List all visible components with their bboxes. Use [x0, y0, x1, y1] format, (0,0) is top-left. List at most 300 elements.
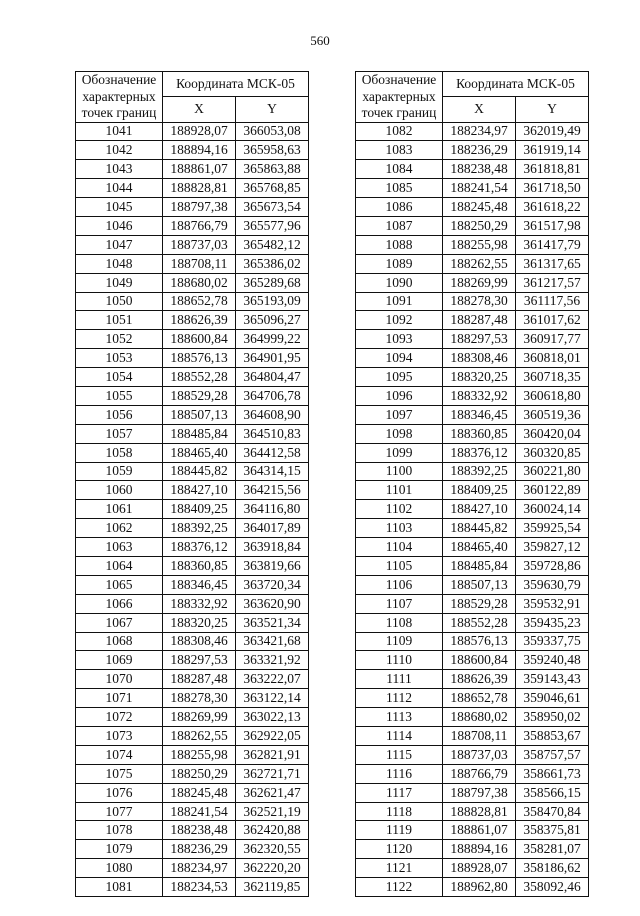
- point-number-cell: 1048: [76, 254, 163, 273]
- x-coordinate-cell: 188427,10: [163, 481, 236, 500]
- point-number-cell: 1060: [76, 481, 163, 500]
- x-coordinate-cell: 188287,48: [163, 670, 236, 689]
- table-row: [76, 859, 309, 878]
- point-number-cell: 1043: [76, 160, 163, 179]
- point-number-cell: 1102: [356, 500, 443, 519]
- header-x: X: [443, 97, 516, 122]
- y-coordinate-cell: 358281,07: [516, 840, 589, 859]
- point-number-cell: 1071: [76, 689, 163, 708]
- x-coordinate-cell: 188255,98: [443, 235, 516, 254]
- y-coordinate-cell: 362521,19: [236, 802, 309, 821]
- point-number-cell: 1096: [356, 386, 443, 405]
- y-coordinate-cell: 360618,80: [516, 386, 589, 405]
- x-coordinate-cell: 188485,84: [443, 556, 516, 575]
- x-coordinate-cell: 188360,85: [163, 556, 236, 575]
- point-number-cell: 1087: [356, 216, 443, 235]
- point-number-cell: 1082: [356, 122, 443, 141]
- table-row: [356, 141, 589, 160]
- coordinates-table-right: [355, 71, 589, 897]
- point-number-cell: 1121: [356, 859, 443, 878]
- point-number-cell: 1092: [356, 311, 443, 330]
- y-coordinate-cell: 365863,88: [236, 160, 309, 179]
- x-coordinate-cell: 188332,92: [443, 386, 516, 405]
- point-number-cell: 1100: [356, 462, 443, 481]
- y-coordinate-cell: 365768,85: [236, 179, 309, 198]
- point-number-cell: 1059: [76, 462, 163, 481]
- x-coordinate-cell: 188465,40: [443, 538, 516, 557]
- x-coordinate-cell: 188245,48: [163, 783, 236, 802]
- header-y: Y: [236, 97, 309, 122]
- table-row: [356, 273, 589, 292]
- table-row: [356, 500, 589, 519]
- x-coordinate-cell: 188600,84: [443, 651, 516, 670]
- point-number-cell: 1113: [356, 708, 443, 727]
- table-row: [356, 424, 589, 443]
- table-row: [356, 764, 589, 783]
- point-number-cell: 1106: [356, 575, 443, 594]
- table-row: [76, 330, 309, 349]
- y-coordinate-cell: 365577,96: [236, 216, 309, 235]
- y-coordinate-cell: 360122,89: [516, 481, 589, 500]
- point-number-cell: 1105: [356, 556, 443, 575]
- x-coordinate-cell: 188797,38: [443, 783, 516, 802]
- x-coordinate-cell: 188234,97: [443, 122, 516, 141]
- header-point-label: Обозначение характерных точек границ: [356, 72, 443, 123]
- x-coordinate-cell: 188680,02: [163, 273, 236, 292]
- table-row: [76, 273, 309, 292]
- x-coordinate-cell: 188708,11: [163, 254, 236, 273]
- x-coordinate-cell: 188297,53: [163, 651, 236, 670]
- table-row: [76, 122, 309, 141]
- y-coordinate-cell: 359728,86: [516, 556, 589, 575]
- table-row: [76, 708, 309, 727]
- x-coordinate-cell: 188576,13: [443, 632, 516, 651]
- table-row: [356, 254, 589, 273]
- table-row: [356, 519, 589, 538]
- table-row: [76, 179, 309, 198]
- y-coordinate-cell: 366053,08: [236, 122, 309, 141]
- table-row: [76, 141, 309, 160]
- point-number-cell: 1066: [76, 594, 163, 613]
- x-coordinate-cell: 188427,10: [443, 500, 516, 519]
- y-coordinate-cell: 361017,62: [516, 311, 589, 330]
- point-number-cell: 1073: [76, 727, 163, 746]
- table-row: [356, 235, 589, 254]
- x-coordinate-cell: 188445,82: [163, 462, 236, 481]
- table-row: [356, 708, 589, 727]
- point-number-cell: 1104: [356, 538, 443, 557]
- point-number-cell: 1042: [76, 141, 163, 160]
- point-number-cell: 1058: [76, 443, 163, 462]
- y-coordinate-cell: 360221,80: [516, 462, 589, 481]
- point-number-cell: 1047: [76, 235, 163, 254]
- point-number-cell: 1050: [76, 292, 163, 311]
- x-coordinate-cell: 188308,46: [443, 349, 516, 368]
- point-number-cell: 1045: [76, 198, 163, 217]
- table-row: [356, 462, 589, 481]
- point-number-cell: 1112: [356, 689, 443, 708]
- y-coordinate-cell: 362821,91: [236, 745, 309, 764]
- point-number-cell: 1109: [356, 632, 443, 651]
- point-number-cell: 1095: [356, 368, 443, 387]
- y-coordinate-cell: 358950,02: [516, 708, 589, 727]
- point-number-cell: 1090: [356, 273, 443, 292]
- y-coordinate-cell: 361718,50: [516, 179, 589, 198]
- x-coordinate-cell: 188278,30: [163, 689, 236, 708]
- x-coordinate-cell: 188346,45: [443, 405, 516, 424]
- table-row: [76, 783, 309, 802]
- table-row: [76, 216, 309, 235]
- table-row: [356, 821, 589, 840]
- table-row: [356, 311, 589, 330]
- table-row: [356, 594, 589, 613]
- table-row: [356, 613, 589, 632]
- y-coordinate-cell: 365386,02: [236, 254, 309, 273]
- y-coordinate-cell: 365958,63: [236, 141, 309, 160]
- table-row: [76, 764, 309, 783]
- table-row: [76, 821, 309, 840]
- point-number-cell: 1077: [76, 802, 163, 821]
- x-coordinate-cell: 188236,29: [163, 840, 236, 859]
- y-coordinate-cell: 363620,90: [236, 594, 309, 613]
- y-coordinate-cell: 360718,35: [516, 368, 589, 387]
- table-row: [76, 368, 309, 387]
- point-number-cell: 1041: [76, 122, 163, 141]
- x-coordinate-cell: 188250,29: [443, 216, 516, 235]
- table-row: [356, 160, 589, 179]
- table-row: [76, 689, 309, 708]
- table-row: [356, 859, 589, 878]
- point-number-cell: 1114: [356, 727, 443, 746]
- table-row: [76, 500, 309, 519]
- x-coordinate-cell: 188766,79: [163, 216, 236, 235]
- x-coordinate-cell: 188576,13: [163, 349, 236, 368]
- y-coordinate-cell: 359925,54: [516, 519, 589, 538]
- table-row: [356, 179, 589, 198]
- x-coordinate-cell: 188234,97: [163, 859, 236, 878]
- y-coordinate-cell: 361517,98: [516, 216, 589, 235]
- x-coordinate-cell: 188262,55: [163, 727, 236, 746]
- x-coordinate-cell: 188652,78: [163, 292, 236, 311]
- x-coordinate-cell: 188861,07: [163, 160, 236, 179]
- x-coordinate-cell: 188465,40: [163, 443, 236, 462]
- y-coordinate-cell: 364706,78: [236, 386, 309, 405]
- y-coordinate-cell: 359240,48: [516, 651, 589, 670]
- y-coordinate-cell: 362119,85: [236, 878, 309, 897]
- y-coordinate-cell: 360519,36: [516, 405, 589, 424]
- point-number-cell: 1052: [76, 330, 163, 349]
- point-number-cell: 1086: [356, 198, 443, 217]
- point-number-cell: 1115: [356, 745, 443, 764]
- table-row: [76, 160, 309, 179]
- x-coordinate-cell: 188894,16: [163, 141, 236, 160]
- y-coordinate-cell: 359532,91: [516, 594, 589, 613]
- x-coordinate-cell: 188552,28: [443, 613, 516, 632]
- point-number-cell: 1044: [76, 179, 163, 198]
- table-row: [356, 575, 589, 594]
- x-coordinate-cell: 188392,25: [443, 462, 516, 481]
- y-coordinate-cell: 364510,83: [236, 424, 309, 443]
- table-row: [356, 349, 589, 368]
- x-coordinate-cell: 188297,53: [443, 330, 516, 349]
- x-coordinate-cell: 188320,25: [163, 613, 236, 632]
- table-row: [356, 689, 589, 708]
- y-coordinate-cell: 362922,05: [236, 727, 309, 746]
- header-coordinate-label: Координата МСК-05: [443, 72, 589, 97]
- table-row: [76, 632, 309, 651]
- y-coordinate-cell: 359337,75: [516, 632, 589, 651]
- y-coordinate-cell: 362721,71: [236, 764, 309, 783]
- y-coordinate-cell: 361317,65: [516, 254, 589, 273]
- header-y: Y: [516, 97, 589, 122]
- x-coordinate-cell: 188241,54: [443, 179, 516, 198]
- x-coordinate-cell: 188626,39: [163, 311, 236, 330]
- table-row: [356, 538, 589, 557]
- x-coordinate-cell: 188269,99: [163, 708, 236, 727]
- point-number-cell: 1070: [76, 670, 163, 689]
- x-coordinate-cell: 188236,29: [443, 141, 516, 160]
- y-coordinate-cell: 359143,43: [516, 670, 589, 689]
- y-coordinate-cell: 359630,79: [516, 575, 589, 594]
- point-number-cell: 1101: [356, 481, 443, 500]
- table-row: [356, 330, 589, 349]
- point-number-cell: 1067: [76, 613, 163, 632]
- point-number-cell: 1107: [356, 594, 443, 613]
- table-row: [356, 632, 589, 651]
- x-coordinate-cell: 188376,12: [163, 538, 236, 557]
- x-coordinate-cell: 188507,13: [443, 575, 516, 594]
- point-number-cell: 1063: [76, 538, 163, 557]
- table-row: [76, 538, 309, 557]
- table-row: [76, 481, 309, 500]
- table-row: [76, 802, 309, 821]
- y-coordinate-cell: 363022,13: [236, 708, 309, 727]
- y-coordinate-cell: 361618,22: [516, 198, 589, 217]
- header-x: X: [163, 97, 236, 122]
- x-coordinate-cell: 188680,02: [443, 708, 516, 727]
- table-row: [356, 198, 589, 217]
- table-row: [356, 405, 589, 424]
- table-row: [76, 405, 309, 424]
- table-row: [76, 745, 309, 764]
- point-number-cell: 1111: [356, 670, 443, 689]
- x-coordinate-cell: 188894,16: [443, 840, 516, 859]
- y-coordinate-cell: 365096,27: [236, 311, 309, 330]
- y-coordinate-cell: 362420,88: [236, 821, 309, 840]
- y-coordinate-cell: 361818,81: [516, 160, 589, 179]
- point-number-cell: 1054: [76, 368, 163, 387]
- y-coordinate-cell: 360818,01: [516, 349, 589, 368]
- table-row: [76, 386, 309, 405]
- x-coordinate-cell: 188861,07: [443, 821, 516, 840]
- point-number-cell: 1062: [76, 519, 163, 538]
- x-coordinate-cell: 188320,25: [443, 368, 516, 387]
- point-number-cell: 1083: [356, 141, 443, 160]
- x-coordinate-cell: 188346,45: [163, 575, 236, 594]
- point-number-cell: 1093: [356, 330, 443, 349]
- table-row: [76, 878, 309, 897]
- x-coordinate-cell: 188255,98: [163, 745, 236, 764]
- x-coordinate-cell: 188376,12: [443, 443, 516, 462]
- table-row: [356, 386, 589, 405]
- point-number-cell: 1079: [76, 840, 163, 859]
- table-row: [356, 651, 589, 670]
- y-coordinate-cell: 359435,23: [516, 613, 589, 632]
- table-row: [76, 235, 309, 254]
- table-row: [76, 613, 309, 632]
- y-coordinate-cell: 364314,15: [236, 462, 309, 481]
- table-row: [76, 424, 309, 443]
- x-coordinate-cell: 188238,48: [163, 821, 236, 840]
- x-coordinate-cell: 188529,28: [163, 386, 236, 405]
- x-coordinate-cell: 188652,78: [443, 689, 516, 708]
- y-coordinate-cell: 364116,80: [236, 500, 309, 519]
- y-coordinate-cell: 358470,84: [516, 802, 589, 821]
- x-coordinate-cell: 188308,46: [163, 632, 236, 651]
- x-coordinate-cell: 188828,81: [163, 179, 236, 198]
- table-row: [356, 727, 589, 746]
- table-row: [76, 462, 309, 481]
- x-coordinate-cell: 188360,85: [443, 424, 516, 443]
- y-coordinate-cell: 361217,57: [516, 273, 589, 292]
- y-coordinate-cell: 363720,34: [236, 575, 309, 594]
- point-number-cell: 1076: [76, 783, 163, 802]
- x-coordinate-cell: 188234,53: [163, 878, 236, 897]
- point-number-cell: 1053: [76, 349, 163, 368]
- x-coordinate-cell: 188245,48: [443, 198, 516, 217]
- y-coordinate-cell: 363918,84: [236, 538, 309, 557]
- y-coordinate-cell: 360320,85: [516, 443, 589, 462]
- table-row: [356, 783, 589, 802]
- point-number-cell: 1061: [76, 500, 163, 519]
- point-number-cell: 1055: [76, 386, 163, 405]
- point-number-cell: 1078: [76, 821, 163, 840]
- table-row: [356, 216, 589, 235]
- point-number-cell: 1081: [76, 878, 163, 897]
- y-coordinate-cell: 359827,12: [516, 538, 589, 557]
- x-coordinate-cell: 188332,92: [163, 594, 236, 613]
- point-number-cell: 1056: [76, 405, 163, 424]
- y-coordinate-cell: 363122,14: [236, 689, 309, 708]
- y-coordinate-cell: 364608,90: [236, 405, 309, 424]
- point-number-cell: 1119: [356, 821, 443, 840]
- point-number-cell: 1091: [356, 292, 443, 311]
- x-coordinate-cell: 188737,03: [163, 235, 236, 254]
- table-row: [76, 349, 309, 368]
- x-coordinate-cell: 188278,30: [443, 292, 516, 311]
- y-coordinate-cell: 364412,58: [236, 443, 309, 462]
- table-row: [76, 198, 309, 217]
- point-number-cell: 1094: [356, 349, 443, 368]
- table-row: [356, 878, 589, 897]
- x-coordinate-cell: 188962,80: [443, 878, 516, 897]
- y-coordinate-cell: 358092,46: [516, 878, 589, 897]
- x-coordinate-cell: 188600,84: [163, 330, 236, 349]
- point-number-cell: 1046: [76, 216, 163, 235]
- table-row: [356, 481, 589, 500]
- y-coordinate-cell: 358757,57: [516, 745, 589, 764]
- page-number: 560: [310, 33, 330, 48]
- table-row: [356, 840, 589, 859]
- point-number-cell: 1068: [76, 632, 163, 651]
- x-coordinate-cell: 188626,39: [443, 670, 516, 689]
- x-coordinate-cell: 188241,54: [163, 802, 236, 821]
- y-coordinate-cell: 363421,68: [236, 632, 309, 651]
- y-coordinate-cell: 363819,66: [236, 556, 309, 575]
- y-coordinate-cell: 358566,15: [516, 783, 589, 802]
- table-row: [356, 443, 589, 462]
- point-number-cell: 1057: [76, 424, 163, 443]
- point-number-cell: 1099: [356, 443, 443, 462]
- y-coordinate-cell: 359046,61: [516, 689, 589, 708]
- x-coordinate-cell: 188392,25: [163, 519, 236, 538]
- table-row: [356, 670, 589, 689]
- table-row: [76, 254, 309, 273]
- y-coordinate-cell: 363321,92: [236, 651, 309, 670]
- point-number-cell: 1069: [76, 651, 163, 670]
- x-coordinate-cell: 188238,48: [443, 160, 516, 179]
- table-row: [76, 311, 309, 330]
- table-row: [356, 292, 589, 311]
- y-coordinate-cell: 361417,79: [516, 235, 589, 254]
- header-point-label: Обозначение характерных точек границ: [76, 72, 163, 123]
- point-number-cell: 1089: [356, 254, 443, 273]
- y-coordinate-cell: 360917,77: [516, 330, 589, 349]
- y-coordinate-cell: 364017,89: [236, 519, 309, 538]
- y-coordinate-cell: 365193,09: [236, 292, 309, 311]
- x-coordinate-cell: 188552,28: [163, 368, 236, 387]
- coordinates-table-left: [75, 71, 309, 897]
- point-number-cell: 1110: [356, 651, 443, 670]
- x-coordinate-cell: 188928,07: [443, 859, 516, 878]
- table-row: [356, 745, 589, 764]
- y-coordinate-cell: 362019,49: [516, 122, 589, 141]
- y-coordinate-cell: 362320,55: [236, 840, 309, 859]
- point-number-cell: 1122: [356, 878, 443, 897]
- point-number-cell: 1116: [356, 764, 443, 783]
- y-coordinate-cell: 360420,04: [516, 424, 589, 443]
- x-coordinate-cell: 188529,28: [443, 594, 516, 613]
- x-coordinate-cell: 188287,48: [443, 311, 516, 330]
- table-body-right: [356, 122, 589, 897]
- x-coordinate-cell: 188269,99: [443, 273, 516, 292]
- x-coordinate-cell: 188485,84: [163, 424, 236, 443]
- x-coordinate-cell: 188797,38: [163, 198, 236, 217]
- x-coordinate-cell: 188928,07: [163, 122, 236, 141]
- table-row: [76, 443, 309, 462]
- point-number-cell: 1085: [356, 179, 443, 198]
- point-number-cell: 1065: [76, 575, 163, 594]
- table-row: [76, 556, 309, 575]
- x-coordinate-cell: 188250,29: [163, 764, 236, 783]
- point-number-cell: 1098: [356, 424, 443, 443]
- x-coordinate-cell: 188262,55: [443, 254, 516, 273]
- x-coordinate-cell: 188445,82: [443, 519, 516, 538]
- point-number-cell: 1120: [356, 840, 443, 859]
- y-coordinate-cell: 364901,95: [236, 349, 309, 368]
- point-number-cell: 1118: [356, 802, 443, 821]
- x-coordinate-cell: 188409,25: [163, 500, 236, 519]
- x-coordinate-cell: 188766,79: [443, 764, 516, 783]
- table-row: [76, 594, 309, 613]
- table-row: [356, 802, 589, 821]
- table-row: [76, 840, 309, 859]
- y-coordinate-cell: 360024,14: [516, 500, 589, 519]
- y-coordinate-cell: 364804,47: [236, 368, 309, 387]
- y-coordinate-cell: 362621,47: [236, 783, 309, 802]
- x-coordinate-cell: 188409,25: [443, 481, 516, 500]
- table-row: [76, 519, 309, 538]
